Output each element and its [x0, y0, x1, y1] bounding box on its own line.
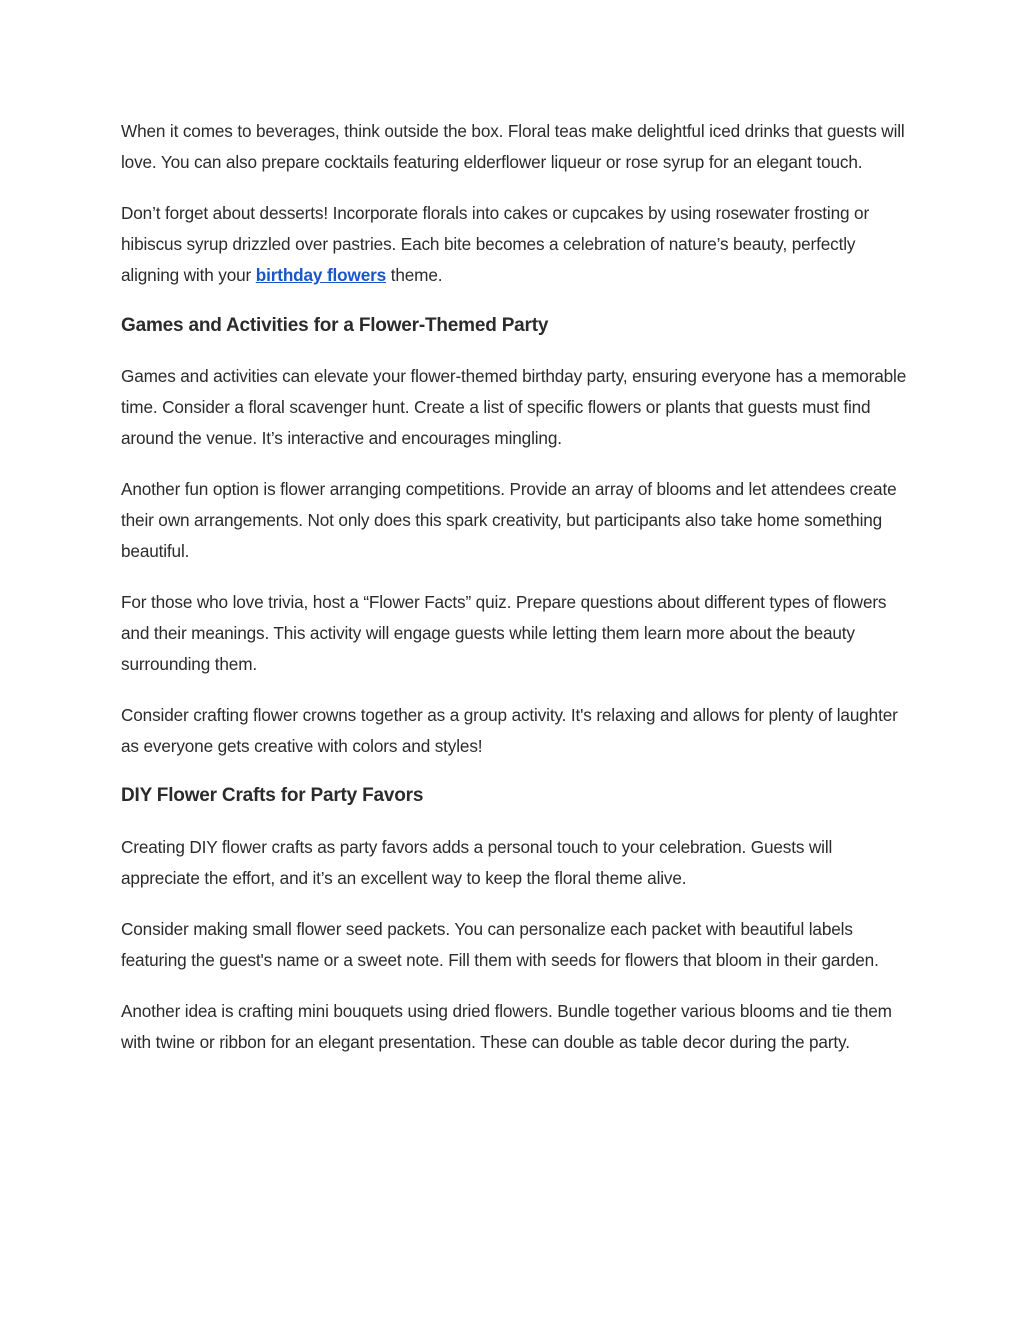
paragraph-diy-intro: Creating DIY flower crafts as party favors adds a personal touch to your celebration. Guests will appreciate the effort, and it’s an excellent way to keep the floral theme alive.	[121, 837, 833, 889]
paragraph-desserts	[121, 198, 911, 291]
document-body	[121, 116, 911, 1078]
paragraph-flower-crowns: Consider crafting flower crowns together as a group activity. It's relaxing and allows for plenty of laughter as everyone gets creative with colors and styles!	[121, 704, 898, 756]
paragraph-scavenger-hunt: Games and activities can elevate your flower-themed birthday party, ensuring everyone has a memorable time. Consider a floral scavenger hunt. Create a list of specific flowers or plants that guests must find around the venue. It’s interactive and encourages mingling.	[121, 366, 907, 449]
paragraph-mini-bouquets: Another idea is crafting mini bouquets using dried flowers. Bundle together various blooms and tie them with twine or ribbon for an elegant presentation. These can double as table decor during the party.	[121, 1000, 892, 1052]
paragraph-desserts-text: Don’t forget about desserts! Incorporate florals into cakes or cupcakes by using rosewater frosting or hibiscus syrup drizzled over pastries. Each bite becomes a celebration of nature’s beauty, perfectly aligning with your	[121, 202, 870, 285]
heading-games-activities: Games and Activities for a Flower-Themed Party	[121, 314, 549, 336]
paragraph-desserts-tail: theme.	[386, 264, 443, 285]
paragraph-flower-facts-quiz: For those who love trivia, host a “Flower Facts” quiz. Prepare questions about different types of flowers and their meanings. This activity will engage guests while letting them learn more about the beauty surrounding them.	[121, 591, 887, 674]
paragraph-beverages: When it comes to beverages, think outside the box. Floral teas make delightful iced drinks that guests will love. You can also prepare cocktails featuring elderflower liqueur or rose syrup for an elegant touch.	[121, 121, 905, 172]
heading-diy-crafts: DIY Flower Crafts for Party Favors	[121, 785, 424, 807]
paragraph-arranging-competitions: Another fun option is flower arranging competitions. Provide an array of blooms and let attendees create their own arrangements. Not only does this spark creativity, but participants also take home something beautiful.	[121, 479, 897, 561]
birthday-flowers-link[interactable]: birthday flowers	[255, 264, 387, 285]
paragraph-seed-packets: Consider making small flower seed packets. You can personalize each packet with beautiful labels featuring the guest's name or a sweet note. Fill them with seeds for flowers that bloom in their garden.	[121, 919, 879, 971]
